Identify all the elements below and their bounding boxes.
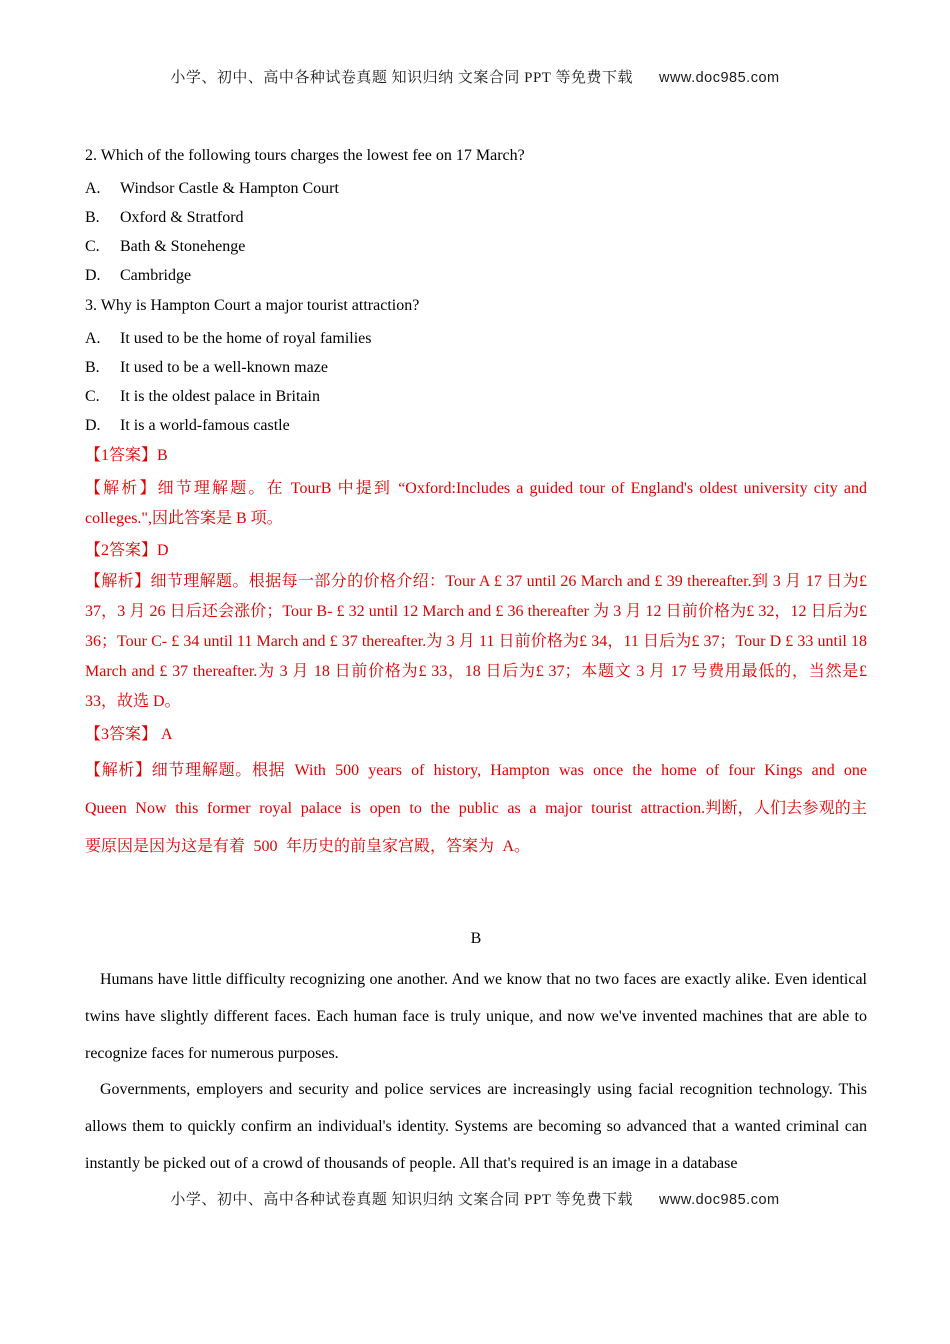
option-text: Windsor Castle & Hampton Court (120, 180, 339, 197)
question-2-text: 2. Which of the following tours charges the lowest fee on 17 March? (85, 147, 525, 164)
section-b-paragraph-2: Governments, employers and security and police services are increasingly using facial recognition technology. This allows them to quickly confirm an individual's identity. Systems are becoming so advanced that a wanted criminal can instantly be picked out of a crowd of thousands of people. All that's required is an image in a database (85, 1081, 867, 1172)
question-3 (85, 295, 867, 317)
option-label: C. (85, 388, 100, 405)
section-b-paragraph-1: Humans have little difficulty recognizing one another. And we know that no two faces are exactly alike. Even identical twins have slightly different faces. Each human face is truly unique, and now we've invented machines that are able to recognize faces for numerous purposes. (85, 971, 867, 1062)
page-footer (0, 1191, 950, 1209)
option-row-a (85, 174, 867, 203)
option-label: B. (85, 359, 100, 376)
option-text: It used to be the home of royal families (120, 330, 372, 347)
footer-url: www.doc985.com (658, 1192, 780, 1208)
option-text: Cambridge (120, 267, 192, 284)
option-label: C. (85, 238, 100, 255)
question-3-text: 3. Why is Hampton Court a major tourist attraction? (85, 297, 420, 314)
answer-3-analysis: 【解析】细节理解题。根据 With 500 years of history, Hampton was once the home of four Kings and one Queen Now this former royal palace is open to the public as a major tourist attraction.判断，人们去参观的主要原因是因为这是有着 500 年历史的前皇家宫殿，答案为 A。 (85, 762, 867, 855)
footer-text: 小学、初中、高中各种试卷真题 知识归纳 文案合同 PPT 等免费下载 (170, 1192, 633, 1208)
section-b-heading: B (470, 930, 482, 947)
option-row-c (85, 232, 867, 261)
option-text: It is a world-famous castle (120, 417, 290, 434)
option-row-d (85, 261, 867, 290)
option-row-d (85, 411, 867, 440)
option-label: A. (85, 180, 101, 197)
option-text: It is the oldest palace in Britain (120, 388, 320, 405)
option-label: B. (85, 209, 100, 226)
answer-1-label: 【1答案】B (85, 447, 168, 464)
option-text: It used to be a well-known maze (120, 359, 328, 376)
answer-1-analysis: 【解析】细节理解题。在 TourB 中提到 “Oxford:Includes a guided tour of England's oldest university city and colleges.",因此答案是 B 项。 (85, 480, 867, 527)
option-label: D. (85, 417, 101, 434)
option-text: Oxford & Stratford (120, 209, 244, 226)
header-url: www.doc985.com (658, 70, 780, 86)
header-text: 小学、初中、高中各种试卷真题 知识归纳 文案合同 PPT 等免费下载 (170, 70, 633, 86)
option-row-b (85, 353, 867, 382)
answer-2-analysis: 【解析】细节理解题。根据每一部分的价格介绍：Tour A £ 37 until 26 March and £ 39 thereafter.到 3 月 17 日为£ 37，3 月 26 日后还会涨价；Tour B- £ 32 until 12 March and £ 36 thereafter 为 3 月 12 日前价格为£ 32，12 日后为£ 36；Tour C- £ 34 until 11 March and £ 37 thereafter.为 3 月 11 日前价格为£ 34，11 日后为£ 37；Tour D £ 33 until 18 March and £ 37 thereafter.为 3 月 18 日前价格为£ 33，18 日后为£ 37；本题文 3 月 17 号费用最低的，当然是£ 33，故选 D。 (85, 573, 867, 710)
answer-3-label: 【3答案】 A (85, 726, 173, 743)
option-row-b (85, 203, 867, 232)
option-label: A. (85, 330, 101, 347)
answer-2-label: 【2答案】D (85, 542, 169, 559)
question-3-options (85, 324, 867, 440)
question-2 (85, 145, 867, 167)
option-label: D. (85, 267, 101, 284)
option-row-a (85, 324, 867, 353)
question-2-options (85, 174, 867, 290)
option-row-c (85, 382, 867, 411)
option-text: Bath & Stonehenge (120, 238, 246, 255)
page-header (0, 69, 950, 87)
